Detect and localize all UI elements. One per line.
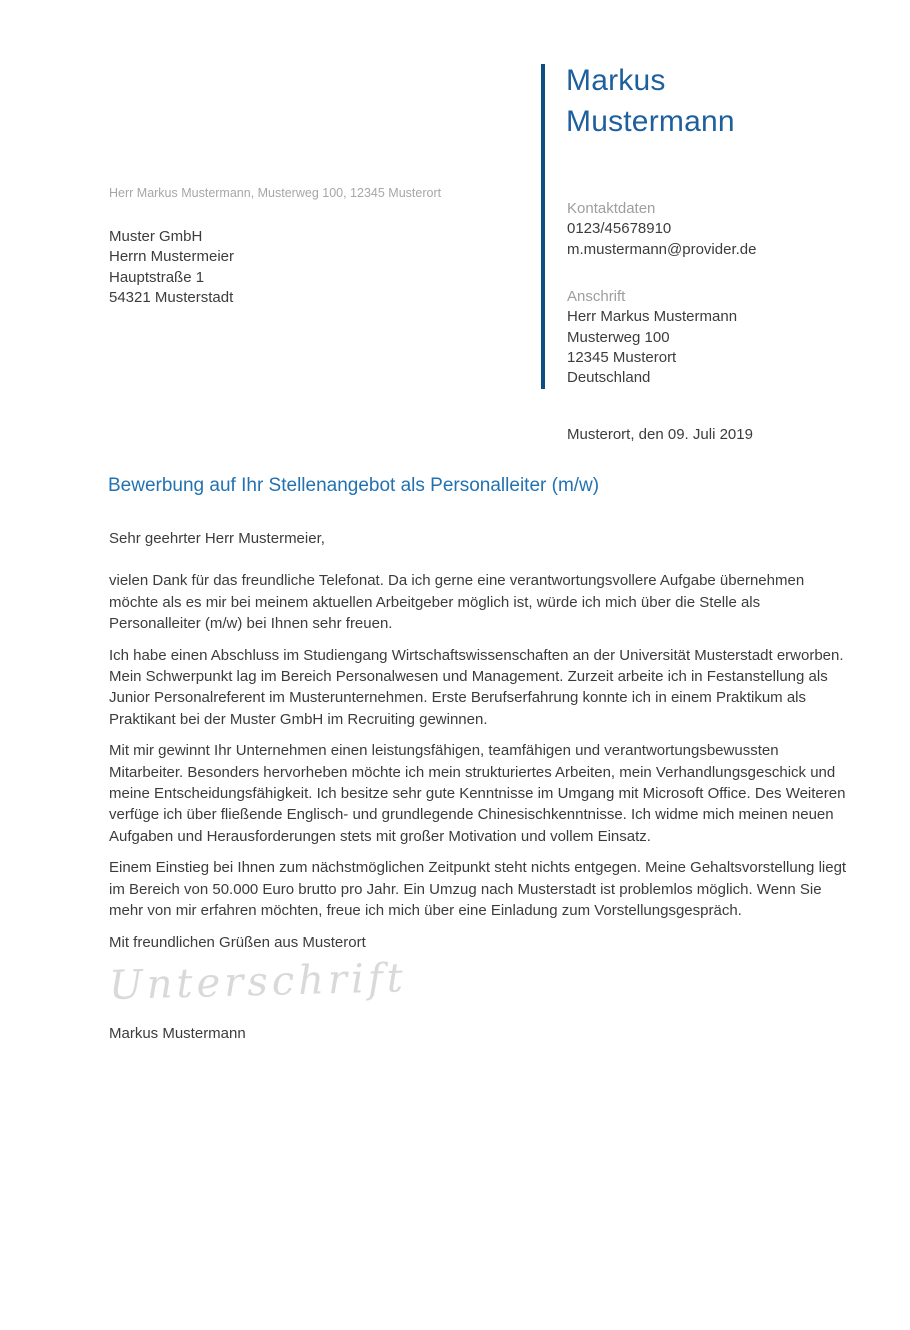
applicant-address-line: Musterweg 100	[567, 328, 670, 346]
contact-details-label: Kontaktdaten	[567, 200, 656, 217]
recipient-line: 54321 Musterstadt	[109, 288, 234, 306]
body-paragraph: Mit mir gewinnt Ihr Unternehmen einen leistungsfähigen, teamfähigen und verantwortungsbewussten Mitarbeiter. Besonders hervorheben möchte ich mein strukturiertes Arbeiten, mein Verhandlungsgeschick und meine Entscheidungsfähigkeit. Ich besitze sehr gute Kenntnisse im Umgang mit Microsoft Office. Des Weiteren verfüge ich über fließende Englisch- und grundlegende Chinesischkenntnisse. Ich widme mich meinen neuen Aufgaben und Herausforderungen stets mit großer Motivation und vollem Einsatz.	[109, 742, 846, 845]
contact-details-block	[567, 199, 756, 260]
phone-number: 0123/45678910	[567, 220, 672, 238]
signature-printed-name: Markus Mustermann	[109, 1024, 246, 1042]
applicant-first-name: Markus	[566, 64, 666, 97]
body-paragraph: Einem Einstieg bei Ihnen zum nächstmöglichen Zeitpunkt steht nichts entgegen. Meine Gehaltsvorstellung liegt im Bereich von 50.000 Euro brutto pro Jahr. Ein Umzug nach Musterstadt ist problemlos möglich. Wenn Sie mehr von mir erfahren möchten, freue ich mich über eine Einladung zum Vorstellungsgespräch.	[109, 859, 847, 920]
closing-line: Mit freundlichen Grüßen aus Musterort	[109, 933, 366, 951]
applicant-last-name: Mustermann	[566, 105, 735, 138]
accent-vertical-bar	[541, 64, 545, 389]
applicant-address-label: Anschrift	[567, 288, 626, 305]
email-address: m.mustermann@provider.de	[567, 240, 757, 258]
salutation: Sehr geehrter Herr Mustermeier,	[109, 530, 325, 547]
applicant-address-block	[567, 287, 737, 388]
recipient-line: Hauptstraße 1	[109, 268, 205, 286]
body-paragraph: Ich habe einen Abschluss im Studiengang Wirtschaftswissenschaften an der Universität Musterstadt erworben. Mein Schwerpunkt lag im Bereich Personalwesen und Management. Zurzeit arbeite ich in Festanstellung als Junior Personalreferent im Musterunternehmen. Erste Berufserfahrung konnte ich in einem Praktikum als Praktikant bei der Muster GmbH im Recruiting gewinnen.	[109, 646, 844, 728]
sender-return-address-line: Herr Markus Mustermann, Musterweg 100, 12345 Musterort	[109, 186, 442, 200]
subject-line: Bewerbung auf Ihr Stellenangebot als Personalleiter (m/w)	[108, 475, 600, 496]
letter-body	[109, 528, 851, 1044]
recipient-line: Herrn Mustermeier	[109, 248, 235, 266]
applicant-name-header	[566, 60, 735, 142]
recipient-line: Muster GmbH	[109, 228, 203, 245]
date-line: Musterort, den 09. Juli 2019	[567, 426, 753, 443]
applicant-address-line: Deutschland	[567, 369, 651, 387]
applicant-address-line: Herr Markus Mustermann	[567, 308, 738, 326]
applicant-address-line: 12345 Musterort	[567, 348, 677, 366]
handwritten-signature: Unterschrift	[108, 955, 408, 1009]
recipient-address-block	[109, 227, 234, 308]
body-paragraph: vielen Dank für das freundliche Telefonat. Da ich gerne eine verantwortungsvollere Aufgabe übernehmen möchte als es mir bei meinem aktuellen Arbeitgeber möglich ist, würde ich mich über die Stelle als Personalleiter (m/w) bei Ihnen sehr freuen.	[109, 572, 805, 633]
